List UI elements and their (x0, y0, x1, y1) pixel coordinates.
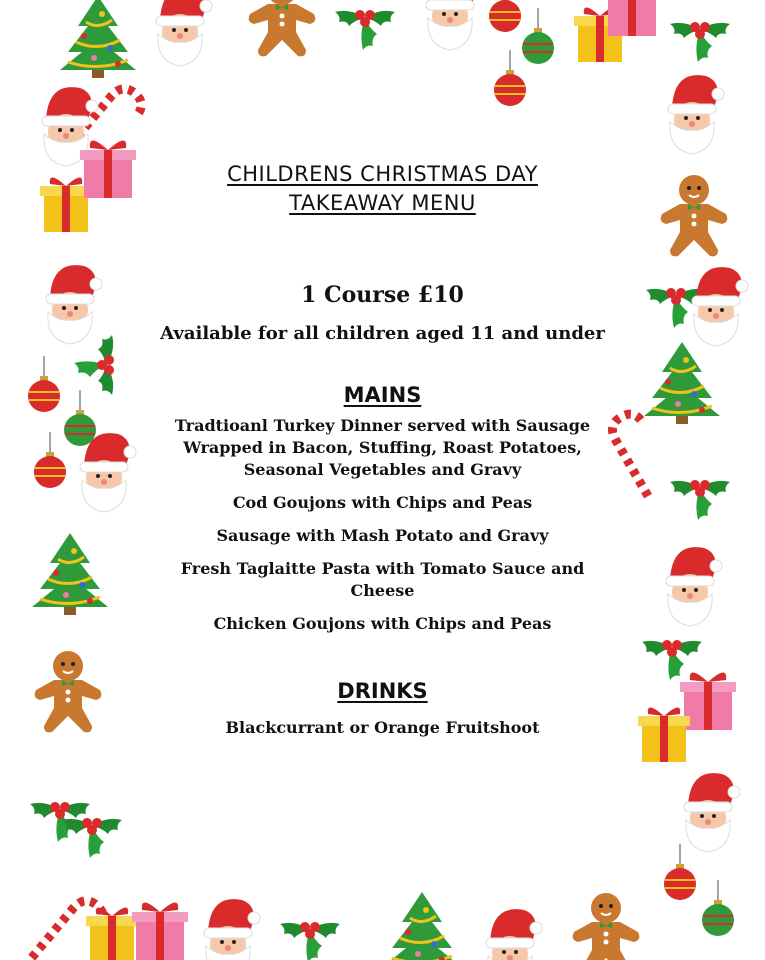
menu-title (150, 160, 615, 218)
age-availability-note: Available for all children aged 11 and under (160, 323, 605, 344)
bauble-icon (522, 8, 554, 64)
mains-item: Tradtioanl Turkey Dinner served with Sausage Wrapped in Bacon, Stuffing, Roast Potatoes, Seasonal Vegetables and Gravy (174, 416, 591, 479)
christmas-tree-icon (384, 892, 460, 960)
drinks-item: Blackcurrant or Orange Fruitshoot (225, 718, 540, 737)
holly-icon (280, 922, 340, 960)
bauble-icon (702, 880, 734, 936)
bauble-icon (34, 432, 66, 488)
bauble-icon (664, 844, 696, 900)
christmas-tree-icon (644, 342, 720, 424)
bauble-icon (489, 0, 521, 32)
mains-item: Sausage with Mash Potato and Gravy (216, 526, 549, 545)
santa-icon (204, 899, 260, 960)
santa-icon (692, 267, 748, 346)
mains-item: Cod Goujons with Chips and Peas (232, 493, 533, 512)
mains-heading: MAINS (343, 383, 422, 407)
santa-icon (684, 773, 740, 852)
santa-icon (156, 0, 212, 66)
gingerbread-man-icon (661, 175, 728, 256)
drinks-heading: DRINKS (337, 679, 428, 703)
gingerbread-man-icon (249, 0, 316, 56)
gift-box-icon (80, 140, 136, 198)
christmas-tree-icon (32, 533, 108, 615)
gift-box-icon (638, 707, 690, 762)
candy-cane-icon (607, 409, 676, 496)
santa-icon (426, 0, 482, 50)
gingerbread-man-icon (35, 651, 102, 732)
santa-icon (666, 547, 722, 626)
menu-title-line-2: TAKEAWAY MENU (289, 191, 476, 215)
santa-icon (46, 265, 102, 344)
bauble-icon (28, 356, 60, 412)
gift-box-icon (132, 902, 188, 960)
course-price: 1 Course £10 (301, 282, 464, 308)
menu-title-line-1: CHILDRENS CHRISTMAS DAY (227, 162, 538, 186)
mains-item: Chicken Goujons with Chips and Peas (213, 614, 552, 633)
santa-icon (80, 433, 136, 512)
mains-item: Fresh Taglaitte Pasta with Tomato Sauce and Cheese (180, 559, 585, 600)
holly-icon (62, 818, 122, 858)
mains-list (150, 415, 615, 635)
bauble-icon (64, 390, 96, 446)
christmas-tree-icon (60, 0, 136, 78)
holly-icon (74, 335, 114, 395)
gift-box-icon (604, 0, 660, 36)
drinks-list (150, 717, 615, 739)
menu-content (150, 150, 615, 810)
santa-icon (668, 75, 724, 154)
gingerbread-man-icon (573, 893, 640, 960)
holly-icon (670, 22, 730, 62)
holly-icon (670, 480, 730, 520)
gift-box-icon (86, 907, 138, 960)
holly-icon (335, 10, 395, 50)
bauble-icon (494, 50, 526, 106)
santa-icon (486, 909, 542, 960)
